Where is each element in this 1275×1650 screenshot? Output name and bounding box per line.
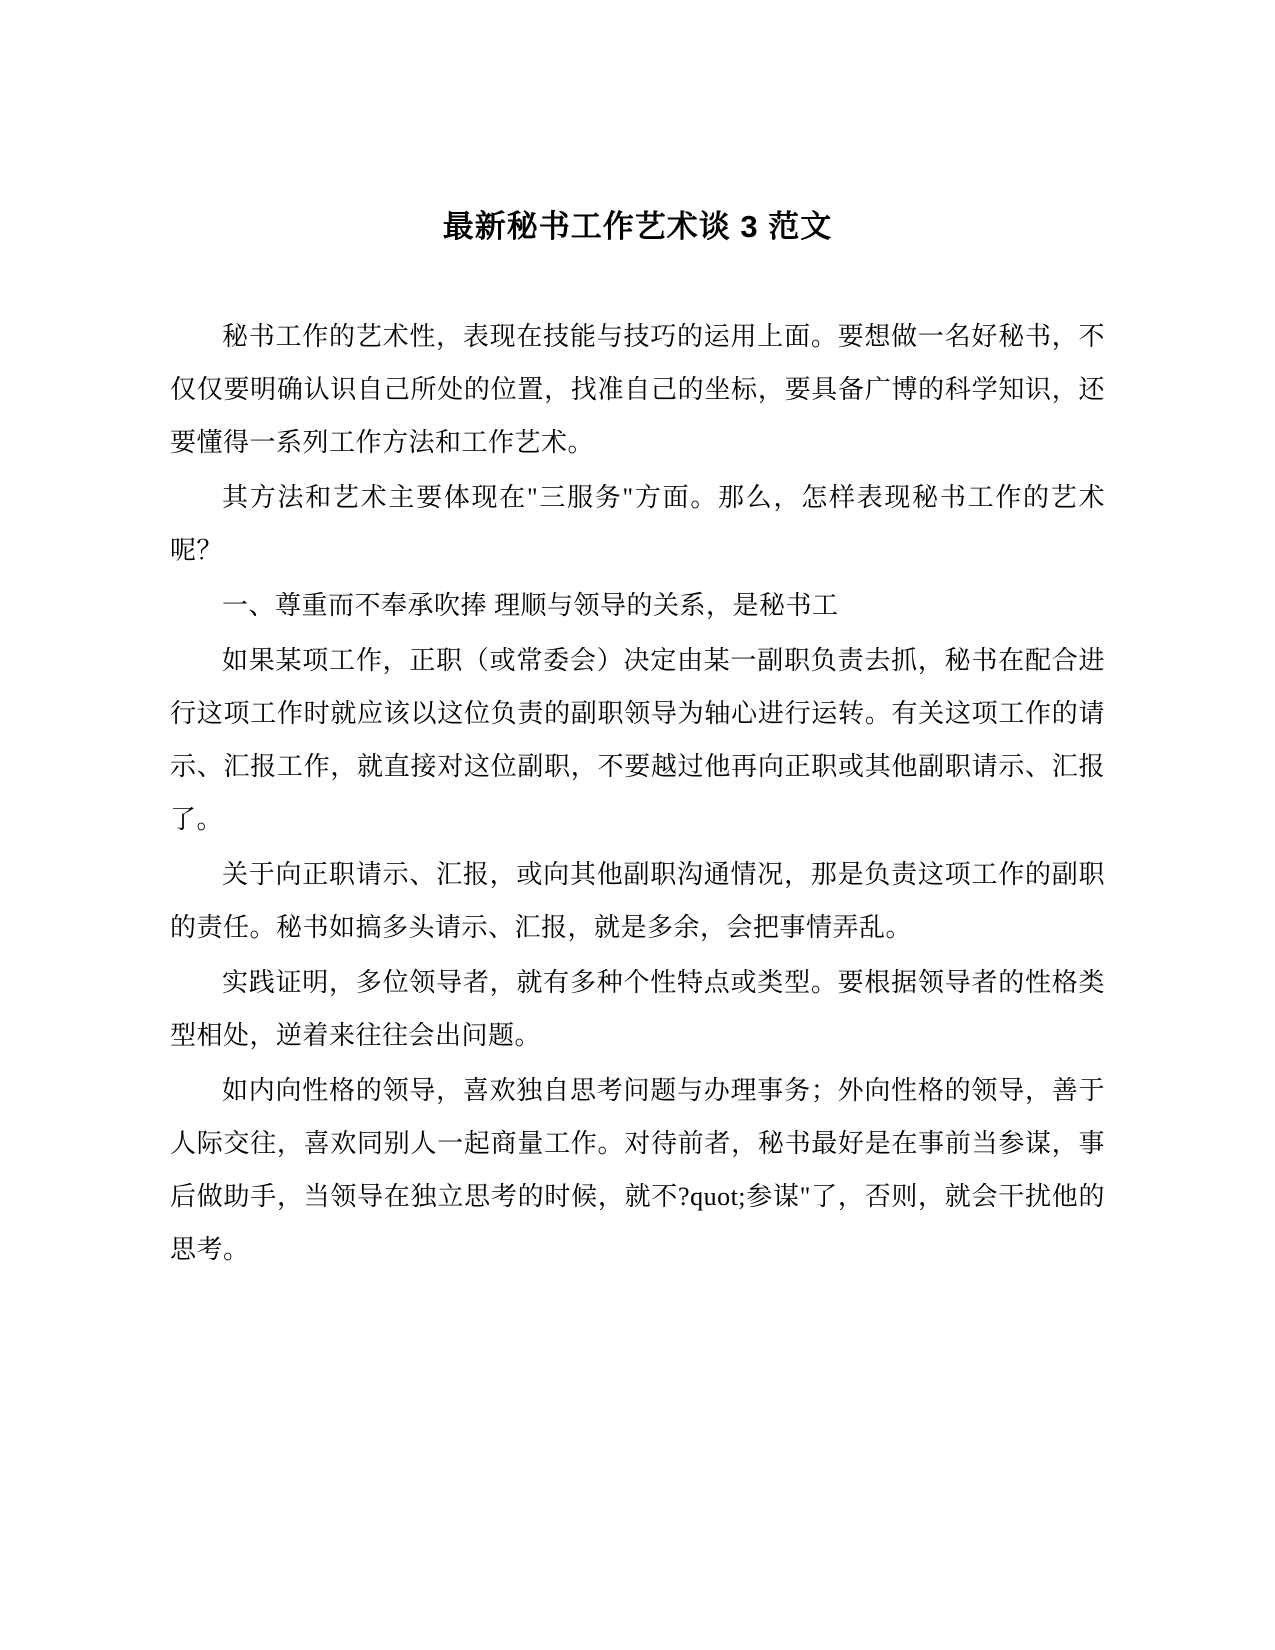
paragraph-3-heading: 一、尊重而不奉承吹捧 理顺与领导的关系，是秘书工: [222, 591, 839, 621]
paragraph-2: 其方法和艺术主要体现在"三服务"方面。那么，怎样表现秘书工作的艺术呢？: [170, 483, 1105, 566]
document-body: [170, 310, 1105, 1276]
page-title: 最新秘书工作艺术谈 3 范文: [442, 209, 833, 244]
paragraph-5: 关于向正职请示、汇报，或向其他副职沟通情况，那是负责这项工作的副职的责任。秘书如搞多头请示、汇报，就是多余，会把事情弄乱。: [170, 860, 1105, 943]
paragraph-6: 实践证明，多位领导者，就有多种个性特点或类型。要根据领导者的性格类型相处，逆着来往往会出问题。: [170, 968, 1105, 1051]
paragraph-7: 如内向性格的领导，喜欢独自思考问题与办理事务；外向性格的领导，善于人际交往，喜欢同别人一起商量工作。对待前者，秘书最好是在事前当参谋，事后做助手，当领导在独立思考的时候，就不?quot;参谋"了，否则，就会干扰他的思考。: [170, 1076, 1105, 1265]
paragraph-4: 如果某项工作，正职（或常委会）决定由某一副职负责去抓，秘书在配合进行这项工作时就应该以这位负责的副职领导为轴心进行运转。有关这项工作的请示、汇报工作，就直接对这位副职，不要越过他再向正职或其他副职请示、汇报了。: [170, 646, 1105, 835]
paragraph-1: 秘书工作的艺术性，表现在技能与技巧的运用上面。要想做一名好秘书，不仅仅要明确认识自己所处的位置，找准自己的坐标，要具备广博的科学知识，还要懂得一系列工作方法和工作艺术。: [170, 322, 1105, 458]
